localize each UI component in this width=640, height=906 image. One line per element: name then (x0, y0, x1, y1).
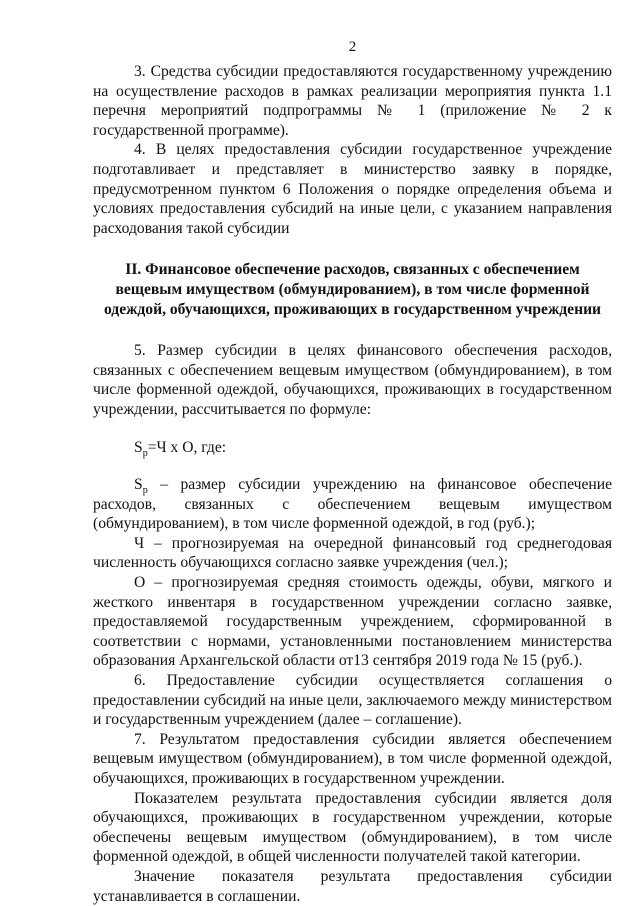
definition-ch: Ч – прогнозируемая на очередной финансовый год среднегодовая численность обучающихся согласно заявке учреждения (чел.); (93, 534, 612, 572)
paragraph-7: 7. Результатом предоставления субсидии является обеспечением вещевым имуществом (обмундированием), в том числе форменной одеждой, обучающихся, проживающих в государственном учреждении. (93, 730, 612, 787)
definition-o: О – прогнозируемая средняя стоимость одежды, обуви, мягкого и жесткого инвентаря в государственном учреждении согласно заявке, предоставляемой государственным учреждением, сформированной в соответствии с нормами, установленными постановлением министерства образования Архангельской области от13 сентября 2019 года № 15 (руб.). (93, 574, 612, 670)
page-number: 2 (348, 39, 357, 55)
paragraph-3: 3. Средства субсидии предоставляются государственному учреждению на осуществление расходов в рамках реализации мероприятия пункта 1.1 перечня мероприятий подпрограммы № 1 (приложение № 2 к государственной программе). (93, 63, 612, 139)
paragraph-5: 5. Размер субсидии в целях финансового обеспечения расходов, связанных с обеспечением вещевым имуществом (обмундированием), в том числе форменной одеждой, обучающихся, проживающих в государственном учреждении, рассчитывается по формуле: (93, 342, 612, 418)
paragraph-4: 4. В целях предоставления субсидии государственное учреждение подготавливает и представляет в министерство заявку в порядке, предусмотренном пунктом 6 Положения о порядке определения объема и условиях предоставления субсидий на иные цели, с указанием направления расходования такой субсидии (93, 141, 612, 237)
paragraph-6: 6. Предоставление субсидии осуществляется соглашения о предоставлении субсидий на иные цели, заключаемого между министерством и государственным учреждением (далее – соглашение). (93, 672, 612, 729)
formula-symbol: S (134, 438, 143, 456)
formula-text: =Ч х О, где: (147, 438, 227, 456)
formula (93, 438, 612, 458)
document-page (93, 38, 612, 906)
definition-s (93, 475, 612, 534)
formula-subscript: р (142, 447, 148, 459)
definition-s-symbol: S (134, 476, 143, 494)
definition-s-subscript: р (142, 485, 148, 497)
paragraph-indicator-value: Значение показателя результата предоставления субсидии устанавливается в соглашении. (93, 867, 612, 905)
section-heading: II. Финансовое обеспечение расходов, связанных с обеспечением вещевым имуществом (обмундированием), в том числе форменной одеждой, обучающихся, проживающих в государственном учреждении (103, 261, 602, 318)
paragraph-indicator: Показателем результата предоставления субсидии является доля обучающихся, проживающих в государственном учреждении, которые обеспечены вещевым имуществом (обмундированием), в том числе форменной одеждой, в общей численности получателей такой категории. (93, 789, 612, 866)
definition-s-text: – размер субсидии учреждению на финансовое обеспечение расходов, связанных с обеспечением вещевым имуществом (обмундированием), в том числе форменной одеждой, в год (руб.); (93, 476, 612, 533)
